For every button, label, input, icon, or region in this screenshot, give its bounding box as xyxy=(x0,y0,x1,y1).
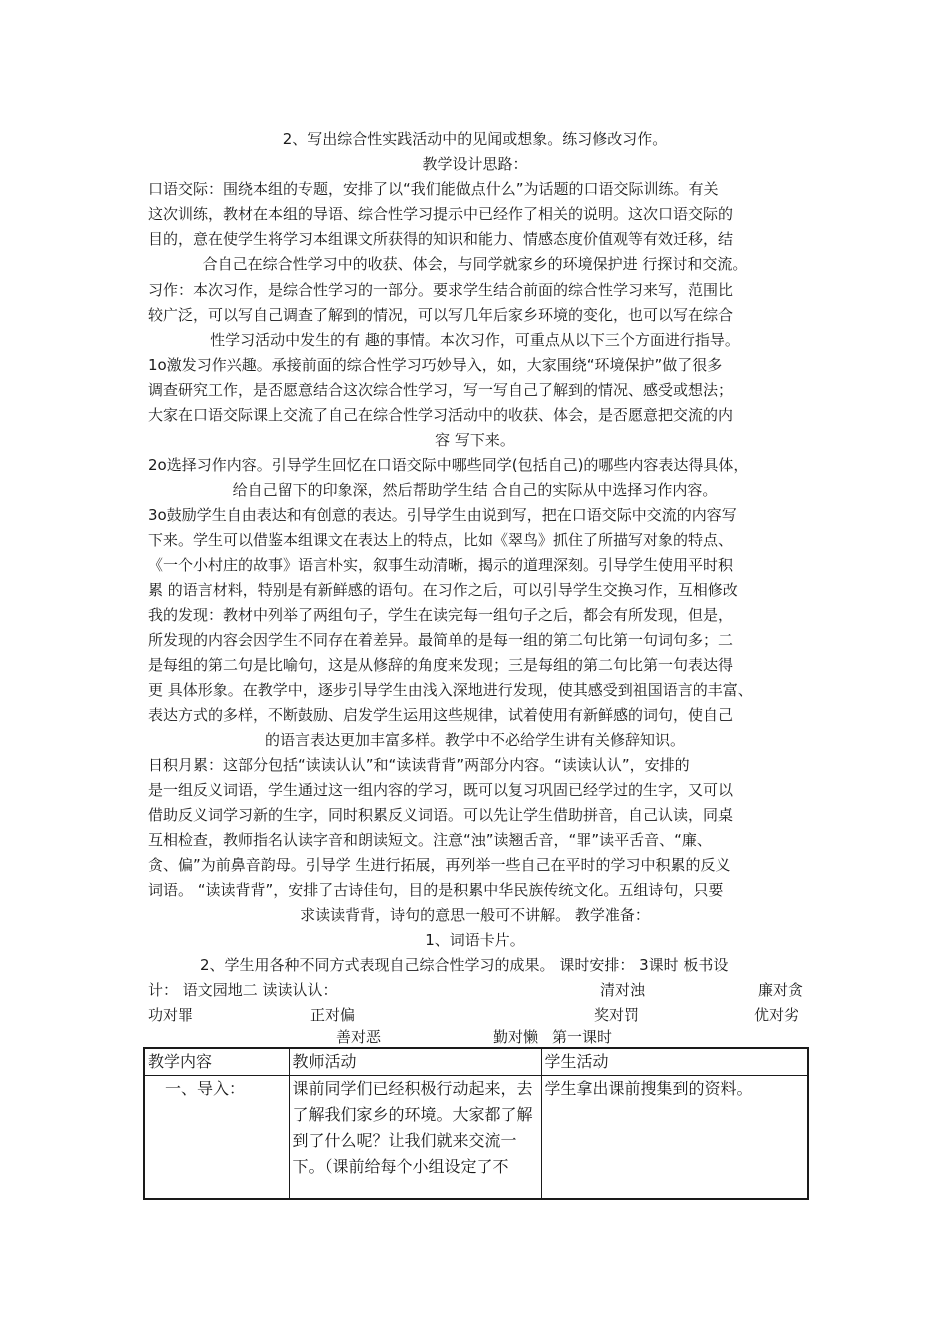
paragraph-line: 容 写下来。 xyxy=(435,431,515,449)
table-header: 学生活动 xyxy=(541,1048,808,1076)
section-title: 教学设计思路： xyxy=(422,155,528,173)
lesson-table xyxy=(143,1047,809,1200)
preparation-item: 2、学生用各种不同方式表现自己综合性学习的成果。 课时安排： 3课时 板书设 xyxy=(200,956,729,974)
paragraph-line: 2o选择习作内容。引导学生回忆在口语交际中哪些同学(包括自己)的哪些内容表达得具体， xyxy=(148,456,749,474)
paragraph-line: 日积月累：这部分包括“读读认认”和“读读背背”两部分内容。“读读认认”，安排的 xyxy=(148,756,690,774)
table-row xyxy=(144,1076,808,1200)
paragraph-line: 性学习活动中发生的有 趣的事情。本次习作，可重点从以下三个方面进行指导。 xyxy=(210,331,740,349)
heading-line: 2、写出综合性实践活动中的见闻或想象。练习修改习作。 xyxy=(282,130,668,148)
paragraph-line: 所发现的内容会因学生不同存在着差异。最简单的是每一组的第二句比第一句词句多；二 xyxy=(148,631,734,649)
antonym-pair: 优对劣 xyxy=(754,1006,800,1024)
paragraph-line: 互相检查，教师指名认读字音和朗读短文。注意“浊”读翘舌音，“罪”读平舌音、“廉、 xyxy=(148,831,712,849)
antonym-pair: 勤对懒 xyxy=(493,1028,539,1046)
paragraph-line: 贪、偏”为前鼻音韵母。引导学 生进行拓展，再列举一些自己在平时的学习中积累的反义 xyxy=(148,856,731,874)
antonym-pair: 善对恶 xyxy=(336,1028,382,1046)
paragraph-line: 我的发现：教材中列举了两组句子，学生在读完每一组句子之后，都会有所发现，但是， xyxy=(148,606,734,624)
paragraph-line: 表达方式的多样，不断鼓励、启发学生运用这些规律，试着使用有新鲜感的词句，使自己 xyxy=(148,706,734,724)
antonym-pair: 清对浊 xyxy=(600,981,646,999)
paragraph-line: 的语言表达更加丰富多样。教学中不必给学生讲有关修辞知识。 xyxy=(264,731,685,749)
table-header-row xyxy=(144,1048,808,1076)
period-label: 第一课时 xyxy=(552,1028,613,1046)
paragraph-line: 词语。 “读读背背”，安排了古诗佳句，目的是积累中华民族传统文化。五组诗句，只要 xyxy=(148,881,724,899)
table-header: 教师活动 xyxy=(289,1048,541,1076)
paragraph-line: 《一个小村庄的故事》语言朴实，叙事生动清晰，揭示的道理深刻。引导学生使用平时积 xyxy=(148,556,734,574)
paragraph-line: 1o激发习作兴趣。承接前面的综合性学习巧妙导入，如，大家围绕“环境保护”做了很多 xyxy=(148,356,723,374)
paragraph-line: 3o鼓励学生自由表达和有创意的表达。引导学生由说到写，把在口语交际中交流的内容写 xyxy=(148,506,737,524)
paragraph-line: 借助反义词学习新的生字，同时积累反义词语。可以先让学生借助拼音，自己认读，同桌 xyxy=(148,806,734,824)
paragraph-line: 大家在口语交际课上交流了自己在综合性学习活动中的收获、体会，是否愿意把交流的内 xyxy=(148,406,734,424)
table-cell-content: 一、导入： xyxy=(144,1076,289,1200)
antonym-pair: 功对罪 xyxy=(148,1006,194,1024)
table-cell-student: 学生拿出课前搜集到的资料。 xyxy=(541,1076,808,1200)
paragraph-line: 是一组反义词语，学生通过这一组内容的学习，既可以复习巩固已经学过的生字，又可以 xyxy=(148,781,734,799)
paragraph-line: 调查研究工作，是否愿意结合这次综合性学习，写一写自己了解到的情况、感受或想法； xyxy=(148,381,734,399)
paragraph-line: 口语交际：围绕本组的专题，安排了以“我们能做点什么”为话题的口语交际训练。有关 xyxy=(148,180,719,198)
antonym-pair: 廉对贪 xyxy=(758,981,804,999)
paragraph-line: 求读读背背，诗句的意思一般可不讲解。 教学准备： xyxy=(300,906,650,924)
paragraph-line: 这次训练，教材在本组的导语、综合性学习提示中已经作了相关的说明。这次口语交际的 xyxy=(148,205,734,223)
preparation-item: 1、词语卡片。 xyxy=(425,931,525,949)
paragraph-line: 合自己在综合性学习中的收获、体会，与同学就家乡的环境保护进 行探讨和交流。 xyxy=(202,255,748,273)
table-cell-teacher: 课前同学们已经积极行动起来，去了解我们家乡的环境。大家都了解到了什么呢？让我们就来交流一下。（课前给每个小组设定了不 xyxy=(289,1076,541,1200)
paragraph-line: 是每组的第二句是比喻句，这是从修辞的角度来发现；三是每组的第二句比第一句表达得 xyxy=(148,656,734,674)
antonym-pair: 正对偏 xyxy=(310,1006,356,1024)
paragraph-line: 下来。学生可以借鉴本组课文在表达上的特点，比如《翠鸟》抓住了所描写对象的特点、 xyxy=(148,531,734,549)
paragraph-line: 较广泛，可以写自己调查了解到的情况，可以写几年后家乡环境的变化，也可以写在综合 xyxy=(148,306,734,324)
antonym-pair: 奖对罚 xyxy=(594,1006,640,1024)
paragraph-line: 习作：本次习作，是综合性学习的一部分。要求学生结合前面的综合性学习来写，范围比 xyxy=(148,281,734,299)
paragraph-line: 目的，意在使学生将学习本组课文所获得的知识和能力、情感态度价值观等有效迁移，结 xyxy=(148,230,734,248)
paragraph-line: 累 的语言材料，特别是有新鲜感的语句。在习作之后，可以引导学生交换习作，互相修改 xyxy=(148,581,738,599)
paragraph-line: 给自己留下的印象深，然后帮助学生结 合自己的实际从中选择习作内容。 xyxy=(232,481,718,499)
paragraph-line: 更 具体形象。在教学中，逐步引导学生由浅入深地进行发现，使其感受到祖国语言的丰富、 xyxy=(148,681,753,699)
table-header: 教学内容 xyxy=(144,1048,289,1076)
board-design-label: 计： 语文园地二 读读认认： xyxy=(148,981,338,999)
